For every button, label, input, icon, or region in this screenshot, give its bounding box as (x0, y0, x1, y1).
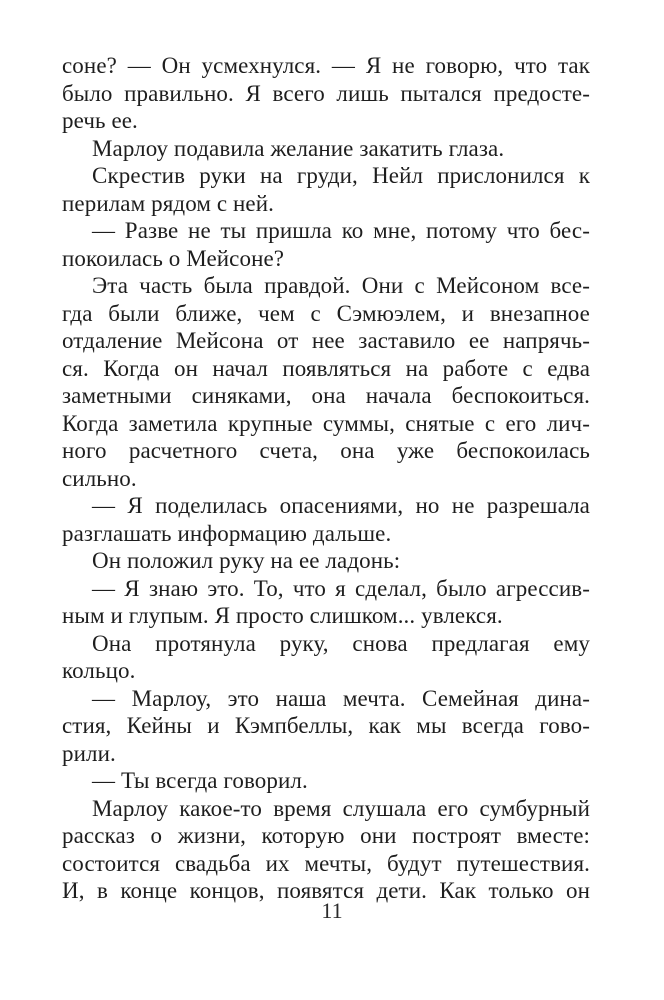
text-line: Он положил руку на ее ладонь: (92, 548, 401, 573)
text-line: сильно. (62, 465, 137, 491)
text-line: соне? — Он усмехнулся. — Я не говорю, что так (62, 53, 590, 78)
text-line: отдаление Мейсона от нее заставило ее напрячь- (62, 328, 590, 353)
text-line: — Я знаю это. То, что я сделал, было агрессив- (92, 575, 590, 601)
text-line: Она протянула руку, снова предлагая ему (92, 630, 590, 656)
text-line: состоится свадьба их мечты, будут путешествия. (62, 850, 590, 876)
page-number: 11 (321, 898, 343, 923)
text-line: Когда заметила крупные суммы, снятые с его лич- (62, 410, 590, 436)
text-line: заметными синяками, она начала беспокоиться. (62, 383, 590, 408)
text-line: — Ты всегда говорил. (92, 768, 308, 793)
text-line: ного расчетного счета, она уже беспокоилась (62, 438, 590, 463)
text-line: Марлоу какое-то время слушала его сумбурный (92, 795, 590, 821)
text-line: разглашать информацию дальше. (62, 520, 392, 546)
text-line: было правильно. Я всего лишь пытался предосте- (62, 80, 590, 106)
text-line: Скрестив руки на груди, Нейл прислонился к (92, 163, 590, 188)
text-line: гда были ближе, чем с Сэмюэлем, и внезапное (62, 300, 590, 326)
text-line: ся. Когда он начал появляться на работе с едва (62, 355, 590, 381)
text-line: — Я поделилась опасениями, но не разрешала (92, 493, 590, 518)
text-line: перилам рядом с ней. (62, 190, 274, 216)
text-line: рассказ о жизни, которую они построят вместе: (62, 823, 590, 848)
text-line: И, в конце концов, появятся дети. Как только он (62, 878, 590, 903)
text-line: стия, Кейны и Кэмпбеллы, как мы всегда гово- (62, 713, 590, 738)
text-line: ным и глупым. Я просто слишком... увлекся. (62, 603, 503, 628)
text-line: рили. (62, 740, 116, 766)
text-line: Марлоу подавила желание закатить глаза. (92, 135, 505, 161)
text-line: покоилась о Мейсоне? (62, 245, 285, 271)
text-line: речь ее. (62, 108, 138, 133)
body-text (62, 52, 590, 905)
text-line: Эта часть была правдой. Они с Мейсоном все- (92, 273, 590, 298)
text-line: кольцо. (62, 658, 136, 683)
text-line: — Разве не ты пришла ко мне, потому что бес- (92, 218, 590, 243)
text-line: — Марлоу, это наша мечта. Семейная дина- (92, 685, 590, 711)
